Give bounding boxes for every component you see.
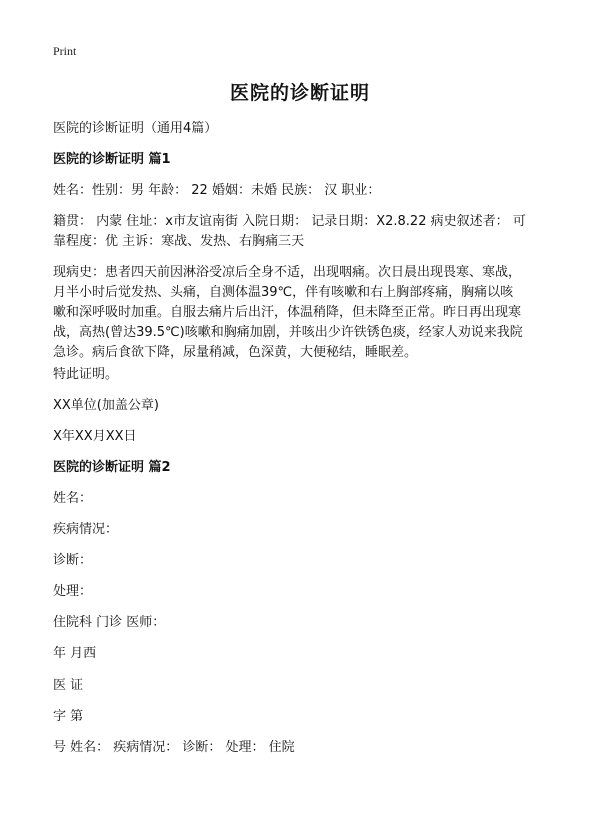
yi-zheng-text: 医 证 bbox=[53, 678, 84, 693]
department-doctor-label: 住院科 门诊 医师： bbox=[53, 615, 166, 630]
native-line: 靠程度：优 主诉：寒战、发热、右胸痛三天 bbox=[53, 234, 305, 249]
history-line: 月半小时后觉发热、头痛，自测体温39℃，伴有咳嗽和右上胸部疼痛，胸痛以咳 bbox=[53, 285, 514, 300]
treatment-field-label: 处理： bbox=[53, 584, 93, 599]
history-line: 嗽和深呼吸时加重。自服去痛片后出汗，体温稍降，但未降至正常。昨日再出现寒 bbox=[53, 305, 522, 320]
section1-heading: 医院的诊断证明 篇1 bbox=[53, 152, 171, 167]
name-field-label: 姓名： bbox=[53, 491, 93, 506]
history-line: 急诊。病后食欲下降，尿量稍减，色深黄，大便秘结，睡眠差。 bbox=[53, 345, 418, 360]
patient-native-info bbox=[53, 212, 550, 252]
medical-history bbox=[53, 263, 550, 363]
diagnosis-field-label: 诊断： bbox=[53, 553, 93, 568]
certify-text: 特此证明。 bbox=[53, 367, 119, 382]
history-line: 现病史：患者四天前因淋浴受凉后全身不适，出现咽痛。次日晨出现畏寒、寒战， bbox=[53, 265, 522, 280]
print-label: Print bbox=[53, 44, 77, 58]
summary-fields-line: 号 姓名： 疾病情况： 诊断： 处理： 住院 bbox=[53, 740, 295, 755]
history-line: 战，高热(曾达39.5℃)咳嗽和胸痛加剧，并咳出少许铁锈色痰，经家人劝说来我院 bbox=[53, 325, 523, 340]
year-month-text: 年 月西 bbox=[53, 646, 97, 661]
document-title: 医院的诊断证明 bbox=[229, 82, 370, 104]
issue-date: X年XX月XX日 bbox=[53, 429, 137, 444]
section2-heading: 医院的诊断证明 篇2 bbox=[53, 460, 171, 475]
condition-field-label: 疾病情况： bbox=[53, 522, 119, 537]
intro-text: 医院的诊断证明（通用4篇） bbox=[53, 121, 218, 136]
issuing-unit: XX单位(加盖公章) bbox=[53, 398, 159, 413]
native-line: 籍贯： 内蒙 住址：x市友谊南街 入院日期： 记录日期：X2.8.22 病史叙述者： 可 bbox=[53, 214, 526, 229]
zi-di-text: 字 第 bbox=[53, 709, 84, 724]
patient-basic-info: 姓名：性别：男 年龄： 22 婚姻：未婚 民族： 汉 职业： bbox=[53, 183, 381, 198]
